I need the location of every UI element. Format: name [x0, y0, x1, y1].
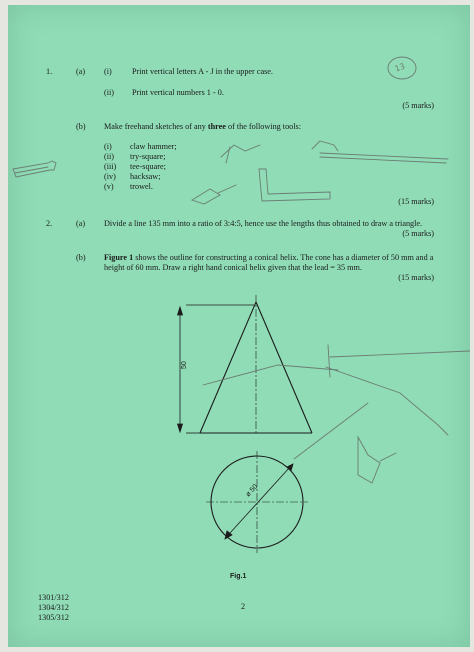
q1a-i-label: (i) — [104, 67, 112, 76]
q2b-label: (b) — [76, 253, 86, 262]
page-number: 2 — [241, 602, 246, 611]
tool-doodle — [358, 437, 380, 483]
trowel-sketch — [192, 189, 220, 204]
q1b-marks: (15 marks) — [398, 197, 434, 206]
handwritten-score: 13 — [393, 61, 407, 74]
q1a-marks: (5 marks) — [402, 101, 434, 110]
tool-item-tee-square: tee-square; — [130, 162, 166, 171]
pencil-line — [328, 345, 330, 377]
q2a-marks: (5 marks) — [402, 229, 434, 238]
q1b-label: (b) — [76, 122, 86, 131]
q2a-text: Divide a line 135 mm into a ratio of 3:4:5, hence use the lengths thus obtained to draw a triangle. — [104, 219, 423, 228]
tool-item-hacksaw: hacksaw; — [130, 172, 161, 181]
figure-1-drawing — [8, 5, 470, 647]
paper-code-1: 1301/312 — [38, 593, 69, 602]
tool-num-3: (iii) — [104, 162, 117, 171]
exam-page — [8, 5, 470, 647]
figure-caption: Fig.1 — [230, 573, 247, 580]
tool-num-1: (i) — [104, 142, 112, 151]
q1a-label: (a) — [76, 67, 86, 76]
q2b-text: Figure 1 shows the outline for constructing a conical helix. The cone has a diameter of 50 mm and a height of 60 mm. Draw a right hand conical helix given that the lead = 35 mm. — [104, 253, 434, 272]
height-dimension-label: 50 — [181, 361, 188, 369]
tool-num-5: (v) — [104, 182, 114, 191]
diameter-dimension — [225, 464, 293, 539]
height-dimension — [178, 305, 255, 433]
square-sketch — [259, 169, 330, 201]
q1a-ii-label: (ii) — [104, 88, 115, 97]
claw-hammer-sketch — [221, 145, 260, 157]
tool-num-4: (iv) — [104, 172, 116, 181]
pencil-sketches — [13, 57, 470, 483]
q1b-text: Make freehand sketches of any three of the following tools: — [104, 122, 301, 131]
q2b-marks: (15 marks) — [398, 273, 434, 282]
q2b-fig-ref: Figure 1 — [104, 253, 134, 262]
q1b-bold-three: three — [207, 122, 226, 131]
q2-number: 2. — [46, 219, 53, 228]
paper-code-3: 1305/312 — [38, 613, 69, 622]
diameter-dimension-label: ø 50 — [244, 483, 260, 499]
tool-item-claw-hammer: claw hammer; — [130, 142, 177, 151]
tool-item-trowel: trowel. — [130, 182, 153, 191]
q1a-ii-text: Print vertical numbers 1 - 0. — [132, 88, 224, 97]
q1a-i-text: Print vertical letters A - J in the upper case. — [132, 67, 273, 76]
paper-code-2: 1304/312 — [38, 603, 69, 612]
q1-number: 1. — [46, 67, 53, 76]
tool-item-try-square: try-square; — [130, 152, 166, 161]
q2a-label: (a) — [76, 219, 86, 228]
hammer-sketch — [312, 141, 338, 151]
tool-num-2: (ii) — [104, 152, 115, 161]
